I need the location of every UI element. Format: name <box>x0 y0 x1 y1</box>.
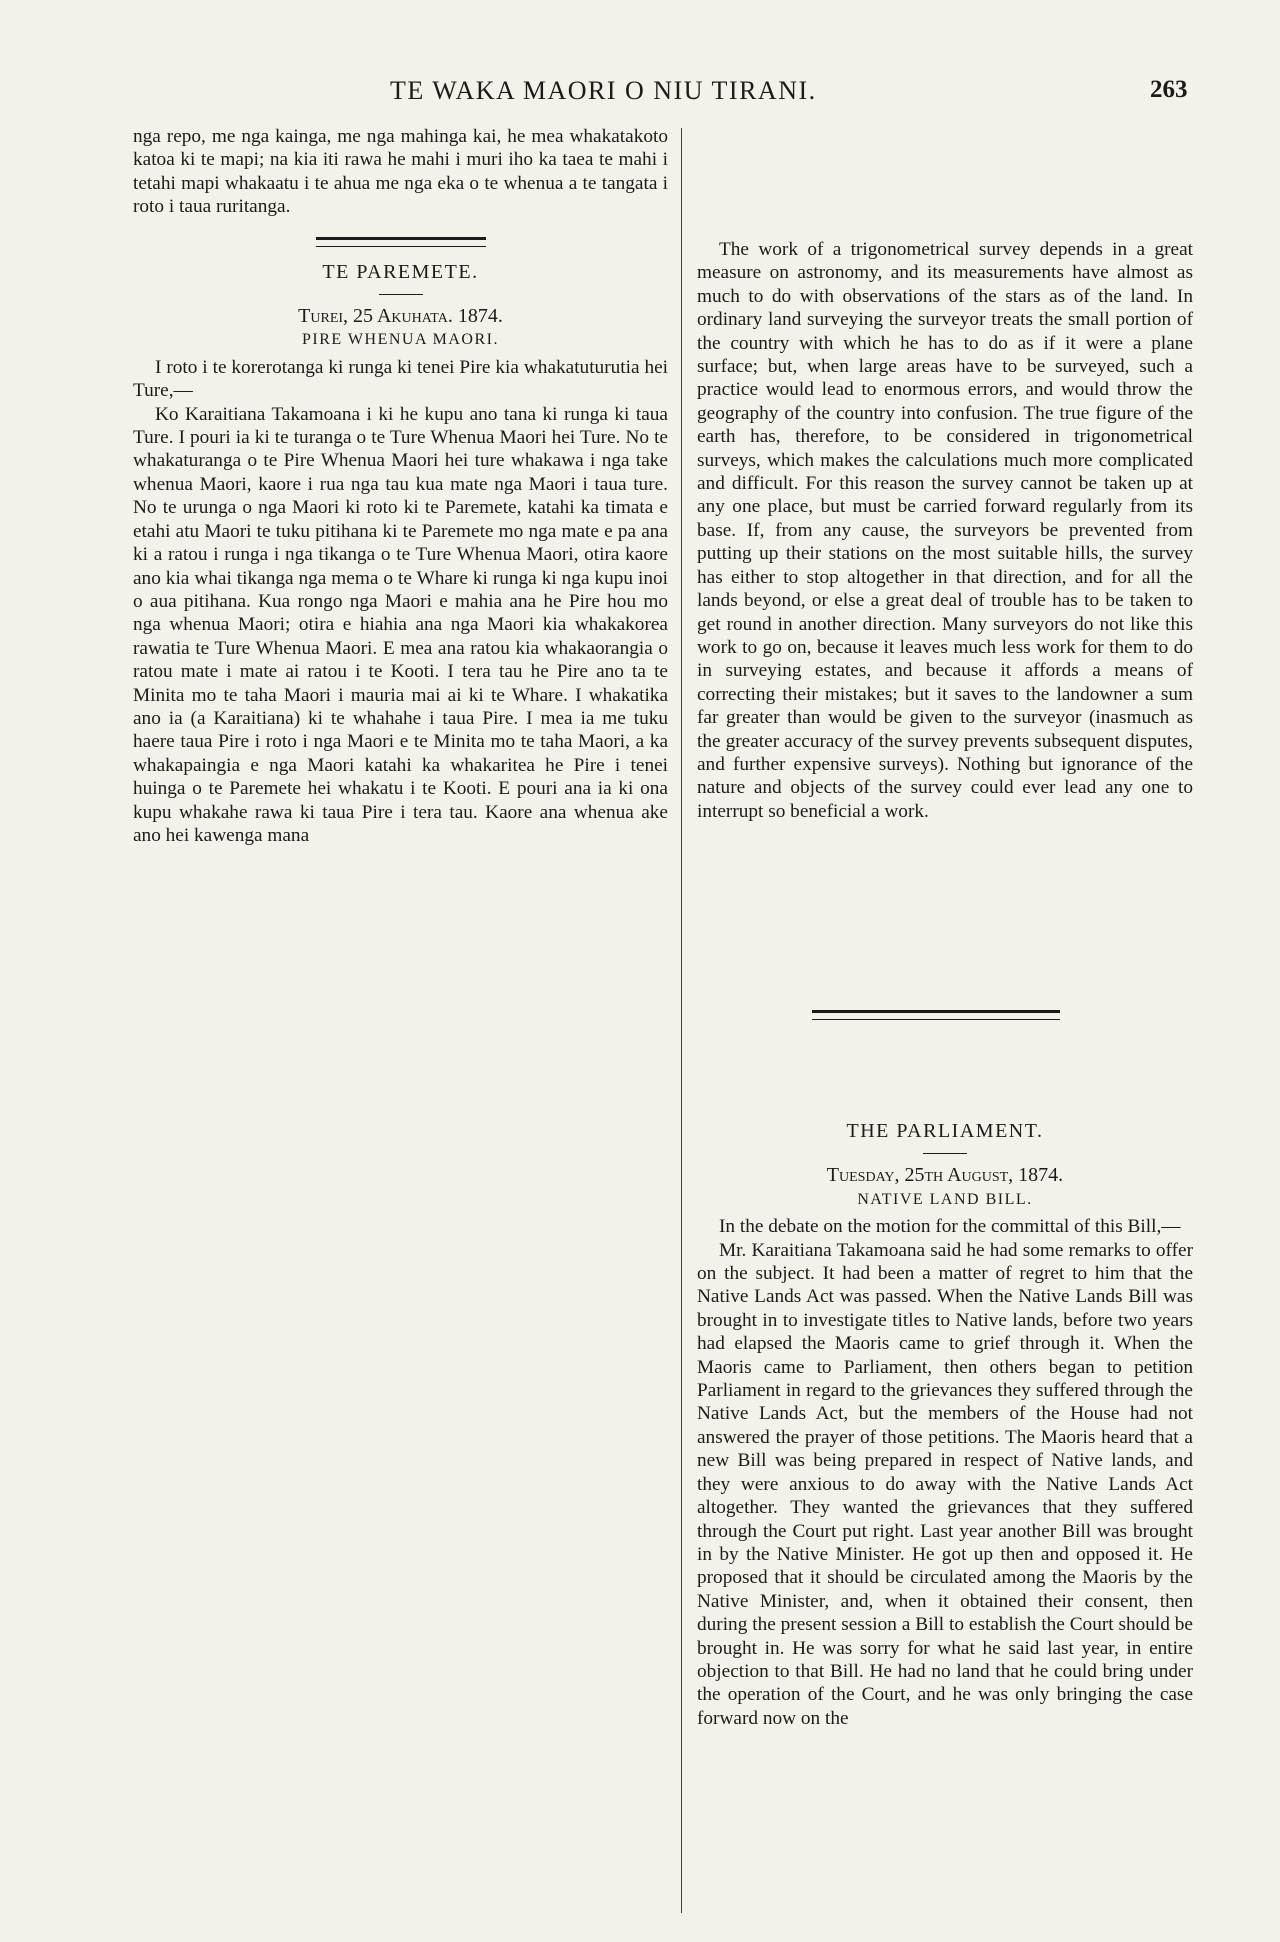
column-divider <box>681 128 682 1913</box>
short-rule <box>379 294 423 295</box>
right-section-paragraph-2: Mr. Karaitiana Takamoana said he had some remarks to offer on the subject. It had been a matter of regret to him that the Native Lands Act was passed. When the Native Lands Bill was brought in to investigate titles to Native lands, before two years had elapsed the Maoris came to grief through it. When the Maoris came to Parliament, then others began to petition Parliament in regard to the grievances they suffered through the Native Lands Act, but the members of the House had not answered the prayer of those petitions. The Maoris heard that a new Bill was being prepared in respect of Native lands, and they were anxious to do away with the Native Lands Act altogether. They wanted the grievances that they suffered through the Court put right. Last year another Bill was brought in by the Native Minister. He got up then and opposed it. He proposed that it should be circulated among the Maoris by the Native Minister, and, when it obtained their consent, then during the present session a Bill to establish the Court should be brought in. He was sorry for what he said last year, in entire objection to that Bill. He had no land that he could bring under the operation of the Court, and he was only bringing the case forward now on the <box>697 1239 1193 1729</box>
section-date: Tuesday, 25th August, 1874. <box>826 1164 1064 1187</box>
right-section <box>697 1120 1193 1730</box>
running-title: TE WAKA MAORI O NIU TIRANI. <box>390 76 817 105</box>
right-paragraph-1: The work of a trigonometrical survey depends in a great measure on astronomy, and its measurements have almost as much to do with observations of the stars as of the land. In ordinary land surveying the surveyor treats the small portion of the country with which he has to do as if it were a plane surface; but, when large areas have to be surveyed, such a practice would lead to enormous errors, and would throw the geography of the country into confusion. The true figure of the earth has, therefore, to be considered in trigonometrical surveys, which makes the calculations much more complicated and difficult. For this reason the survey cannot be taken up at any one place, but must be carried forward regularly from its base. If, from any cause, the surveyors be prevented from putting up their stations on the most suitable hills, the survey has either to stop altogether in that direction, and for all the lands beyond, or else a great deal of trouble has to be taken to get round in another direction. Many surveyors do not like this work to go on, because it leaves much less work for them to do in surveying estates, and because it affords a means of correcting their mistakes; but it saves to the landowner a sum far greater than would be given to the surveyor (inasmuch as the greater accuracy of the survey prevents subsequent disputes, and further expensive surveys). Nothing but ignorance of the nature and objects of the survey could ever lead any one to interrupt so beneficial a work. <box>697 239 1193 822</box>
short-rule <box>923 1153 967 1154</box>
left-paragraph-1: nga repo, me nga kainga, me nga mahinga kai, he mea whakatakoto katoa ki te mapi; na kia iti rawa he mahi i muri iho ka taea te mahi i tetahi mapi whakaatu i te ahua me nga eka o te whenua a te tangata i roto i taua ruritanga. <box>133 126 668 218</box>
section-subhead: NATIVE LAND BILL. <box>857 1190 1033 1208</box>
section-date: Turei, 25 Akuhata. 1874. <box>298 305 503 328</box>
right-section-paragraph-1: In the debate on the motion for the committal of this Bill,— <box>719 1216 1181 1238</box>
left-column <box>133 125 668 847</box>
left-section <box>133 261 668 848</box>
section-subhead: PIRE WHENUA MAORI. <box>302 331 499 349</box>
section-divider <box>316 237 486 247</box>
section-title-paremete: TE PAREMETE. <box>322 260 479 283</box>
right-column <box>697 238 1193 823</box>
left-section-paragraph-2: Ko Karaitiana Takamoana i ki he kupu ano tana ki runga ki taua Ture. I pouri ia ki te turanga o te Ture Whenua Maori hei Ture. No te whakaturanga o te Pire Whenua Maori hei ture whakawa i nga take whenua Maori, kaore i rua nga tau kua mate nga Maori i taua ture. No te urunga o nga Maori ki roto ki te Paremete, katahi ka timata e etahi atu Maori te tuku pitihana ki te Paremete mo nga mate e pa ana ki a ratou i runga i nga tikanga o te Ture Whenua Maori, otira kaore ano kia whai tikanga nga mema o te Whare ki runga ki nga kupu inoi o aua pitihana. Kua rongo nga Maori e mahia ana he Pire hou mo nga whenua Maori; otira e hiahia ana nga Maori kia whakakorea rawatia te Ture Whenua Maori. E mea ana ratou kia whakaorangia o ratou mate i mate ai ratou i te Kooti. I tera tau he Pire ano ta te Minita mo te taha Maori i mauria mai ai ki te Whare. I whakatika ano ia (a Karaitiana) ki te whahahe i taua Pire. I mea ia me tuku haere taua Pire i roto i nga Maori e te Minita mo te taha Maori, a ka whakapaingia e nga Maori katahi ka whakaritea he Pire i tenei huinga o te Paremete hei whakatu i te Kooti. E pouri ana ia ki ona kupu whakahe rawa ki taua Pire i tera tau. Kaore ana whenua ake ano hei kawenga mana <box>133 403 668 846</box>
left-section-paragraph-1: I roto i te korerotanga ki runga ki tenei Pire kia whakatuturutia hei Ture,— <box>133 356 668 402</box>
section-title-parliament: THE PARLIAMENT. <box>846 1120 1044 1142</box>
running-head <box>0 70 1280 110</box>
right-section-divider <box>812 1010 1060 1020</box>
page-number: 263 <box>1150 76 1188 103</box>
